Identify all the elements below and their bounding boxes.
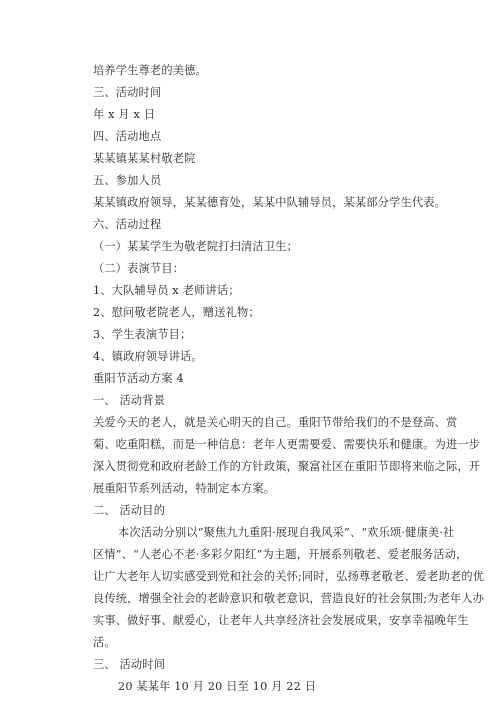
section-heading: 一、 活动背景	[93, 394, 166, 407]
background-line: 菊、吃重阳糕，而是一种信息：老年人更需要爱、需要快乐和健康。为进一步	[93, 438, 481, 451]
text-line: 4、镇政府领导讲话。	[93, 350, 203, 363]
background-line: 展重阳节系列活动，特制定本方案。	[93, 482, 276, 495]
purpose-line: 区情”、“人老心不老·多彩夕阳红”为主题，开展系列敬老、爱老服务活动，	[93, 548, 468, 561]
text-line: 年 x 月 x 日	[93, 108, 156, 121]
background-line: 深入贯彻党和政府老龄工作的方针政策，聚富社区在重阳节即将来临之际，开	[93, 460, 481, 473]
time-value: 20 某某年 10 月 20 日至 10 月 22 日	[118, 680, 317, 693]
text-line: 1、大队辅导员 x 老师讲话；	[93, 284, 240, 297]
text-line: 3、学生表演节目；	[93, 328, 192, 341]
purpose-line: 本次活动分别以“聚焦九九重阳·展现自我风采”、“欢乐颂·健康美·社	[118, 526, 455, 539]
section-heading: 三、活动时间	[93, 86, 162, 99]
purpose-line: 实事、做好事、献爱心，让老年人共享经济社会发展成果，安享幸福晚年生	[93, 614, 469, 627]
text-line: （一）某某学生为敬老院打扫清洁卫生；	[93, 240, 298, 253]
purpose-line: 良传统，增强全社会的老龄意识和敬老意识，营造良好的社会氛围;为老年人办	[93, 592, 485, 605]
purpose-line: 活。	[93, 636, 116, 649]
section-heading: 五、参加人员	[93, 174, 162, 187]
text-line: 某某镇某某村敬老院	[93, 152, 196, 165]
text-line: （二）表演节目：	[93, 262, 185, 275]
purpose-line: 让广大老年人切实感受到党和社会的关怀;同时，弘扬尊老敬老、爱老助老的优	[93, 570, 485, 583]
section-heading: 三、 活动时间	[93, 658, 166, 671]
text-line: 2、慰问敬老院老人，赠送礼物；	[93, 306, 260, 319]
text-line: 某某镇政府领导，某某德育处，某某中队辅导员，某某部分学生代表。	[93, 196, 447, 209]
section-heading: 二、 活动目的	[93, 504, 166, 517]
background-line: 关爱今天的老人，就是关心明天的自己。重阳节带给我们的不是登高、赏	[93, 416, 458, 429]
text-line: 培养学生尊老的美德。	[93, 64, 207, 77]
section-heading: 六、活动过程	[93, 218, 162, 231]
section-heading: 四、活动地点	[93, 130, 162, 143]
plan-title: 重阳节活动方案 4	[93, 372, 184, 385]
